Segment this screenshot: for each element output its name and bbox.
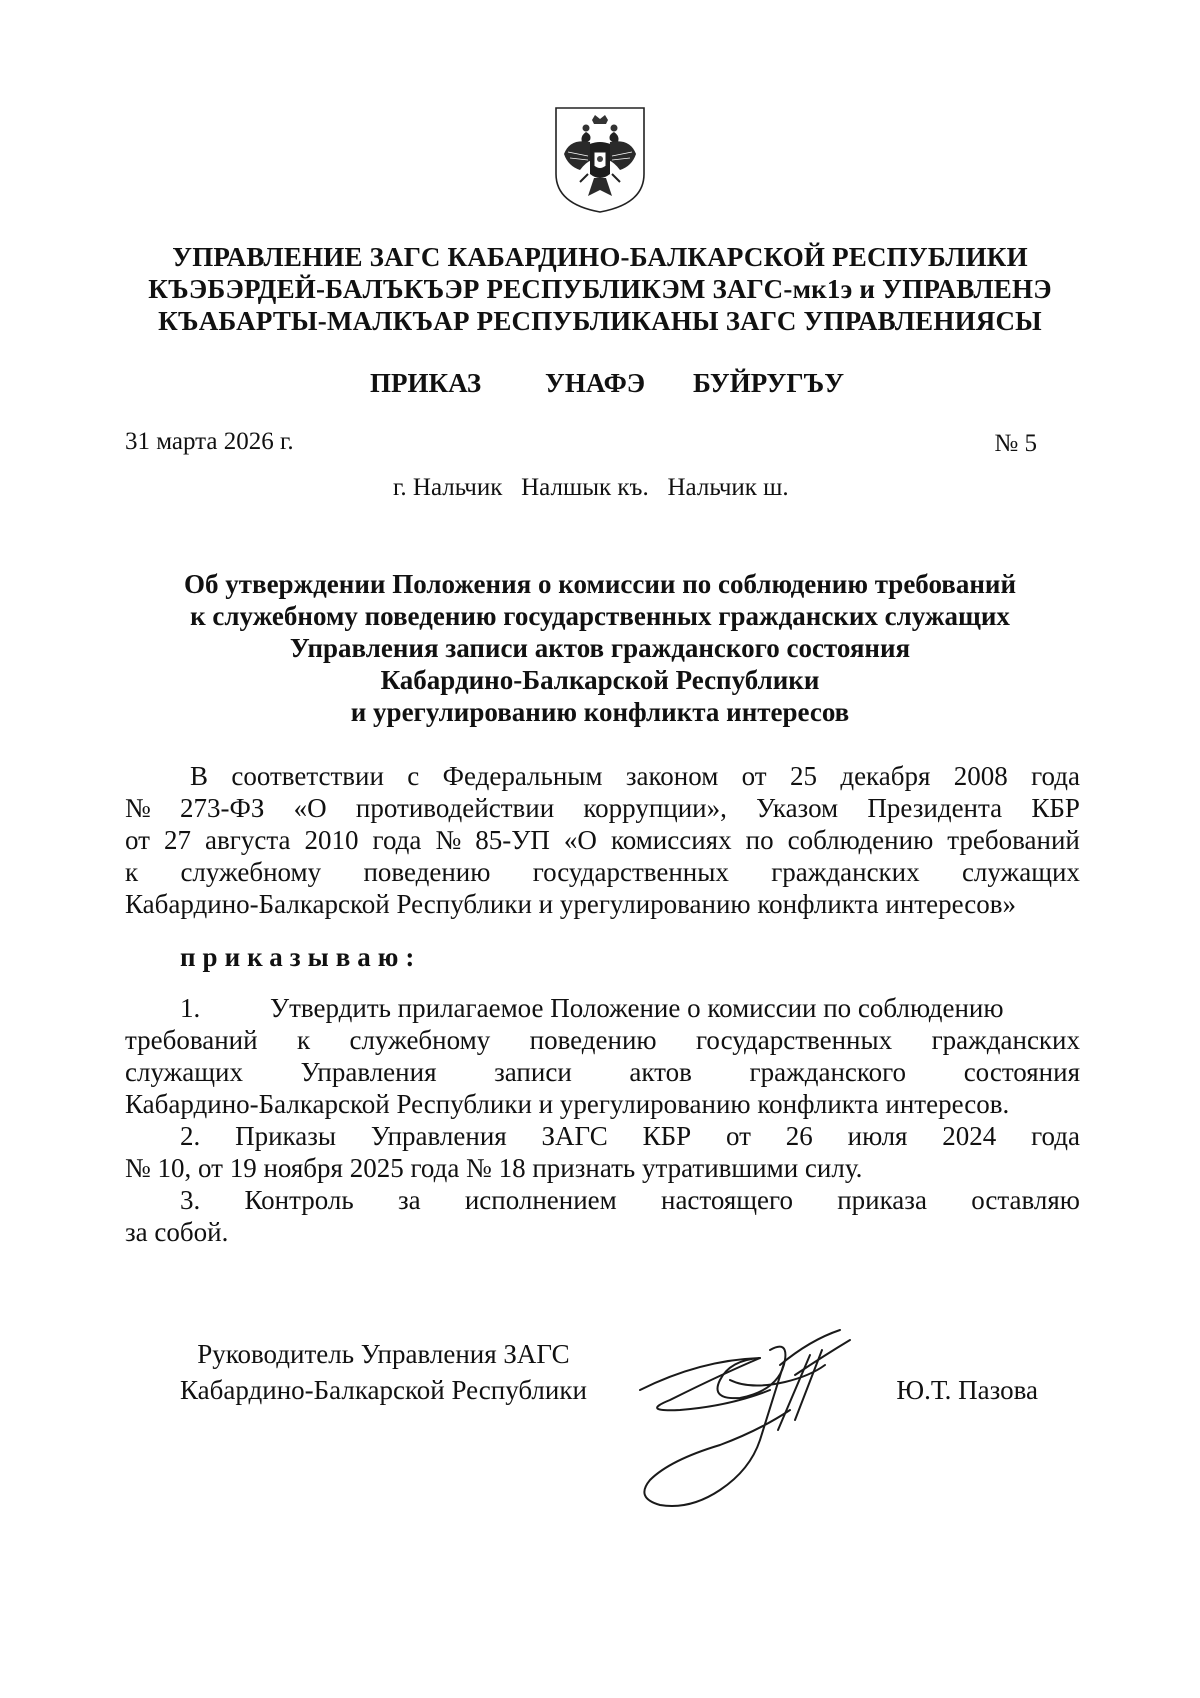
word: 27 xyxy=(164,825,191,855)
order-items xyxy=(125,992,1080,1248)
item-1-first-line xyxy=(125,992,1080,1024)
word: комиссиях xyxy=(610,825,732,855)
word: Президента xyxy=(867,793,1003,823)
word: № xyxy=(125,793,151,823)
justified-line xyxy=(125,1056,1080,1088)
last-line: Кабардино-Балкарской Республики и урегулированию конфликта интересов» xyxy=(125,889,1016,919)
word: по xyxy=(745,825,774,855)
heading-line: Управления записи актов гражданского состояния xyxy=(289,633,911,663)
heading-line: Кабардино-Балкарской Республики xyxy=(380,665,820,695)
word: Управления xyxy=(370,1121,507,1151)
decree-word: приказываю: xyxy=(180,942,422,972)
word: поведению xyxy=(363,857,491,887)
word: гражданских xyxy=(771,857,920,887)
word: к xyxy=(125,857,139,887)
org-name-kbd: КЪЭБЭРДЕЙ-БАЛЪКЪЭР РЕСПУБЛИКЭМ ЗАГС-мк1э и УПРАВЛЕНЭ xyxy=(148,274,1052,304)
preamble-paragraph xyxy=(125,760,1080,920)
justified-line xyxy=(125,760,1080,792)
heading-line: и урегулированию конфликта интересов xyxy=(350,697,850,727)
word: требований xyxy=(947,825,1080,855)
word: служебному xyxy=(349,1025,491,1055)
item-2-first-line xyxy=(125,1120,1080,1152)
word: 26 xyxy=(785,1121,813,1151)
word: КБР xyxy=(1031,793,1080,823)
heading-line: к служебному поведению государственных гражданских служащих xyxy=(190,601,1010,631)
last-line: № 10, от 19 ноября 2025 года № 18 признать утратившими силу. xyxy=(125,1153,863,1183)
word: декабря xyxy=(840,761,931,791)
word: 85-УП xyxy=(475,825,550,855)
order-city: г. Нальчик Налшык къ. Нальчик ш. xyxy=(393,474,789,501)
word: записи xyxy=(494,1057,572,1087)
word: государственных xyxy=(696,1025,893,1055)
word: июля xyxy=(847,1121,908,1151)
word: августа xyxy=(205,825,291,855)
word: «О xyxy=(293,793,327,823)
word: гражданских xyxy=(931,1025,1080,1055)
word: настоящего xyxy=(661,1185,793,1215)
handwritten-signature xyxy=(610,1320,900,1520)
word: № xyxy=(435,825,462,855)
russian-coat-of-arms-icon xyxy=(552,104,648,216)
word: соблюдению xyxy=(787,825,934,855)
word: 2010 xyxy=(304,825,359,855)
last-line: за собой. xyxy=(125,1217,229,1247)
word: 25 xyxy=(789,761,817,791)
word: КБР xyxy=(642,1121,692,1151)
word: 273-ФЗ xyxy=(180,793,265,823)
justified-line xyxy=(125,792,1080,824)
word: служебному xyxy=(180,857,322,887)
word: актов xyxy=(629,1057,692,1087)
word: года xyxy=(372,825,422,855)
item-3-first-line xyxy=(125,1184,1080,1216)
last-line: Кабардино-Балкарской Республики и урегулированию конфликта интересов. xyxy=(125,1089,1010,1119)
word: Управления xyxy=(300,1057,437,1087)
heading-line: Об утверждении Положения о комиссии по соблюдению требований xyxy=(183,569,1017,599)
word: Федеральным xyxy=(442,761,603,791)
word: Указом xyxy=(756,793,839,823)
word: государственных xyxy=(532,857,729,887)
word: служащих xyxy=(961,857,1080,887)
word: коррупции», xyxy=(583,793,727,823)
word: исполнением xyxy=(464,1185,617,1215)
justified-line xyxy=(125,1024,1080,1056)
word: служащих xyxy=(125,1057,243,1087)
word: от xyxy=(741,761,767,791)
order-heading xyxy=(100,568,1100,728)
word: противодействии xyxy=(355,793,555,823)
word: от xyxy=(125,825,150,855)
word: Контроль xyxy=(244,1185,354,1215)
word: 2008 xyxy=(953,761,1008,791)
word: за xyxy=(397,1185,421,1215)
position-line: Кабардино-Балкарской Республики xyxy=(180,1375,587,1405)
word: года xyxy=(1031,1121,1080,1151)
word: требований xyxy=(125,1025,258,1055)
org-name-krc: КЪАБАРТЫ-МАЛКЪАР РЕСПУБЛИКАНЫ ЗАГС УПРАВЛЕНИЯСЫ xyxy=(158,306,1042,336)
justified-line xyxy=(125,856,1080,888)
order-title-kbd: УНАФЭ xyxy=(545,368,646,398)
order-date: 31 марта 2026 г. xyxy=(125,428,294,455)
signatory-position xyxy=(180,1336,587,1408)
word: гражданского xyxy=(749,1057,907,1087)
justified-line xyxy=(125,824,1080,856)
word: 3. xyxy=(180,1185,201,1215)
org-name-ru: УПРАВЛЕНИЕ ЗАГС КАБАРДИНО-БАЛКАРСКОЙ РЕСПУБЛИКИ xyxy=(172,242,1028,272)
item-text: Утвердить прилагаемое Положение о комиссии по соблюдению xyxy=(270,993,1004,1023)
word: «О xyxy=(563,825,597,855)
word: от xyxy=(726,1121,751,1151)
word: оставляю xyxy=(971,1185,1080,1215)
word: к xyxy=(297,1025,311,1055)
word: с xyxy=(407,761,420,791)
word: соответствии xyxy=(231,761,384,791)
order-title-krc: БУЙРУГЪУ xyxy=(693,368,845,398)
order-number: № 5 xyxy=(994,430,1037,457)
word: года xyxy=(1031,761,1080,791)
word: Приказы xyxy=(235,1121,337,1151)
item-number: 2. xyxy=(180,1121,201,1151)
order-titles xyxy=(0,368,1200,400)
word: законом xyxy=(625,761,719,791)
word: состояния xyxy=(963,1057,1080,1087)
word: 2024 xyxy=(942,1121,997,1151)
order-title-ru: ПРИКАЗ xyxy=(370,368,482,398)
position-line: Руководитель Управления ЗАГС xyxy=(197,1339,570,1369)
word: поведению xyxy=(529,1025,657,1055)
word: приказа xyxy=(837,1185,927,1215)
item-number: 1. xyxy=(180,993,201,1023)
word: ЗАГС xyxy=(541,1121,608,1151)
word: В xyxy=(190,761,209,791)
signatory-name: Ю.Т. Пазова xyxy=(896,1375,1038,1405)
